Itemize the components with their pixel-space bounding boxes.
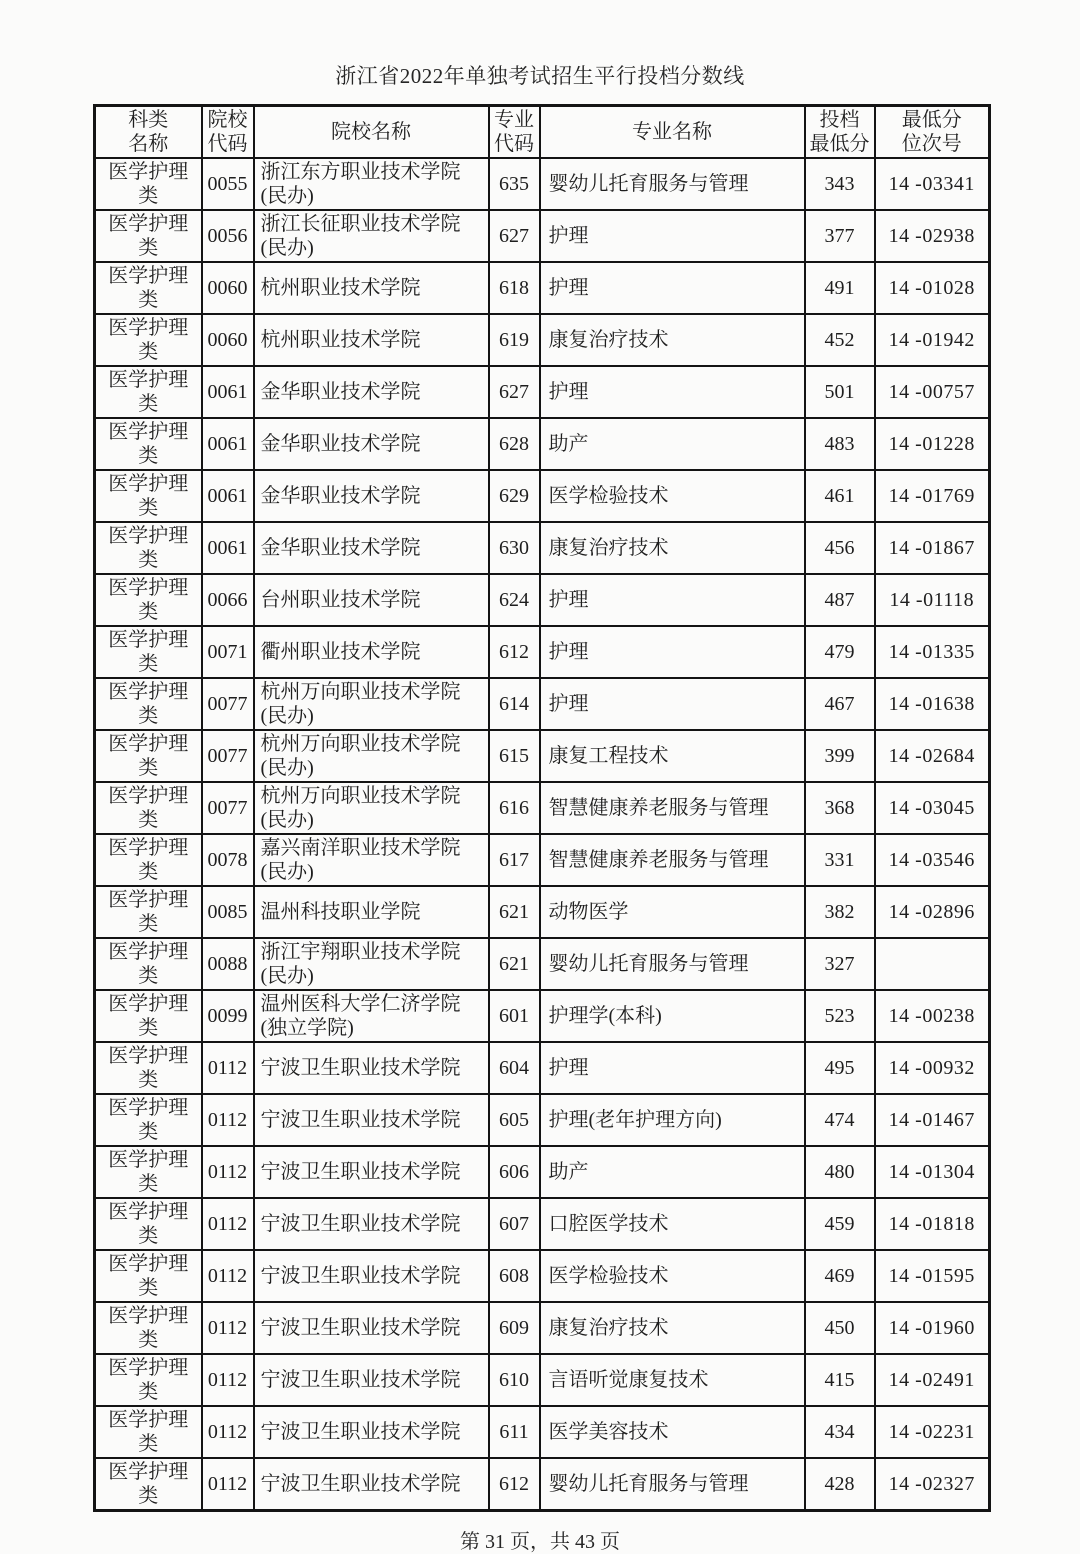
- page-footer: 第 31 页，共 43 页: [460, 1531, 620, 1553]
- table-body: [95, 158, 990, 1511]
- cell-major_code: 617: [489, 834, 540, 886]
- cell-major_code: 630: [489, 522, 540, 574]
- cell-major_name: 言语听觉康复技术: [540, 1354, 805, 1406]
- cell-school_code: 0061: [202, 470, 254, 522]
- cell-category: 医学护理类: [95, 886, 202, 938]
- cell-school_code: 0056: [202, 210, 254, 262]
- cell-major_name: 助产: [540, 1146, 805, 1198]
- cell-school_name: 杭州万向职业技术学院 (民办): [254, 782, 489, 834]
- cell-major_code: 624: [489, 574, 540, 626]
- table-row: [95, 782, 990, 834]
- cell-school_code: 0112: [202, 1406, 254, 1458]
- cell-major_code: 612: [489, 1458, 540, 1511]
- cell-school_code: 0061: [202, 418, 254, 470]
- column-header-school_code: 院校 代码: [202, 106, 254, 159]
- cell-school_code: 0085: [202, 886, 254, 938]
- cell-min_score: 382: [805, 886, 875, 938]
- table-row: [95, 470, 990, 522]
- cell-major_name: 智慧健康养老服务与管理: [540, 782, 805, 834]
- cell-major_code: 607: [489, 1198, 540, 1250]
- cell-school_code: 0077: [202, 730, 254, 782]
- cell-school_code: 0078: [202, 834, 254, 886]
- cell-school_code: 0112: [202, 1198, 254, 1250]
- scores-table: [93, 104, 991, 1512]
- cell-major_name: 护理: [540, 210, 805, 262]
- cell-category: 医学护理类: [95, 1146, 202, 1198]
- cell-school_name: 宁波卫生职业技术学院: [254, 1198, 489, 1250]
- cell-rank_no: 14 -00757: [875, 366, 990, 418]
- table-row: [95, 626, 990, 678]
- cell-school_code: 0060: [202, 314, 254, 366]
- cell-school_name: 宁波卫生职业技术学院: [254, 1302, 489, 1354]
- cell-min_score: 428: [805, 1458, 875, 1511]
- table-row: [95, 262, 990, 314]
- cell-min_score: 491: [805, 262, 875, 314]
- cell-major_name: 护理: [540, 262, 805, 314]
- cell-major_code: 601: [489, 990, 540, 1042]
- cell-major_name: 婴幼儿托育服务与管理: [540, 1458, 805, 1511]
- cell-category: 医学护理类: [95, 522, 202, 574]
- cell-major_name: 康复工程技术: [540, 730, 805, 782]
- cell-school_code: 0077: [202, 782, 254, 834]
- cell-school_code: 0077: [202, 678, 254, 730]
- table-row: [95, 834, 990, 886]
- cell-school_name: 衢州职业技术学院: [254, 626, 489, 678]
- cell-school_name: 浙江长征职业技术学院 (民办): [254, 210, 489, 262]
- cell-category: 医学护理类: [95, 1302, 202, 1354]
- cell-min_score: 399: [805, 730, 875, 782]
- cell-major_name: 护理: [540, 574, 805, 626]
- cell-rank_no: 14 -03045: [875, 782, 990, 834]
- cell-school_name: 宁波卫生职业技术学院: [254, 1042, 489, 1094]
- cell-rank_no: 14 -01638: [875, 678, 990, 730]
- table-row: [95, 886, 990, 938]
- cell-min_score: 331: [805, 834, 875, 886]
- cell-rank_no: 14 -02896: [875, 886, 990, 938]
- cell-major_name: 口腔医学技术: [540, 1198, 805, 1250]
- cell-major_code: 608: [489, 1250, 540, 1302]
- cell-major_code: 610: [489, 1354, 540, 1406]
- cell-school_code: 0060: [202, 262, 254, 314]
- cell-rank_no: 14 -01467: [875, 1094, 990, 1146]
- table-row: [95, 522, 990, 574]
- cell-rank_no: 14 -01818: [875, 1198, 990, 1250]
- cell-school_name: 金华职业技术学院: [254, 366, 489, 418]
- cell-rank_no: 14 -01028: [875, 262, 990, 314]
- cell-min_score: 523: [805, 990, 875, 1042]
- cell-category: 医学护理类: [95, 834, 202, 886]
- cell-major_code: 606: [489, 1146, 540, 1198]
- cell-rank_no: 14 -01228: [875, 418, 990, 470]
- column-header-school_name: 院校名称: [254, 106, 489, 159]
- cell-school_code: 0112: [202, 1042, 254, 1094]
- cell-category: 医学护理类: [95, 990, 202, 1042]
- cell-school_code: 0066: [202, 574, 254, 626]
- cell-min_score: 415: [805, 1354, 875, 1406]
- cell-min_score: 479: [805, 626, 875, 678]
- cell-category: 医学护理类: [95, 1354, 202, 1406]
- cell-rank_no: [875, 938, 990, 990]
- cell-school_code: 0099: [202, 990, 254, 1042]
- table-header: [95, 106, 990, 159]
- cell-major_code: 618: [489, 262, 540, 314]
- cell-category: 医学护理类: [95, 938, 202, 990]
- cell-category: 医学护理类: [95, 574, 202, 626]
- table-row: [95, 418, 990, 470]
- cell-major_code: 621: [489, 938, 540, 990]
- column-header-min_score: 投档 最低分: [805, 106, 875, 159]
- cell-min_score: 327: [805, 938, 875, 990]
- cell-rank_no: 14 -01867: [875, 522, 990, 574]
- cell-major_name: 动物医学: [540, 886, 805, 938]
- cell-min_score: 450: [805, 1302, 875, 1354]
- table-row: [95, 574, 990, 626]
- cell-school_name: 温州科技职业学院: [254, 886, 489, 938]
- cell-school_code: 0112: [202, 1302, 254, 1354]
- cell-school_name: 杭州职业技术学院: [254, 314, 489, 366]
- cell-min_score: 452: [805, 314, 875, 366]
- cell-min_score: 495: [805, 1042, 875, 1094]
- cell-major_name: 医学检验技术: [540, 470, 805, 522]
- table-row: [95, 730, 990, 782]
- cell-major_name: 护理: [540, 678, 805, 730]
- cell-major_name: 康复治疗技术: [540, 522, 805, 574]
- cell-min_score: 474: [805, 1094, 875, 1146]
- cell-major_name: 助产: [540, 418, 805, 470]
- column-header-category: 科类 名称: [95, 106, 202, 159]
- cell-major_code: 616: [489, 782, 540, 834]
- table-row: [95, 210, 990, 262]
- cell-school_name: 宁波卫生职业技术学院: [254, 1250, 489, 1302]
- cell-min_score: 480: [805, 1146, 875, 1198]
- cell-school_name: 杭州万向职业技术学院 (民办): [254, 730, 489, 782]
- column-header-rank_no: 最低分 位次号: [875, 106, 990, 159]
- cell-rank_no: 14 -02327: [875, 1458, 990, 1511]
- cell-school_code: 0112: [202, 1094, 254, 1146]
- cell-min_score: 461: [805, 470, 875, 522]
- cell-category: 医学护理类: [95, 730, 202, 782]
- cell-school_name: 宁波卫生职业技术学院: [254, 1354, 489, 1406]
- cell-major_name: 婴幼儿托育服务与管理: [540, 938, 805, 990]
- cell-school_name: 宁波卫生职业技术学院: [254, 1094, 489, 1146]
- table-row: [95, 1146, 990, 1198]
- cell-category: 医学护理类: [95, 626, 202, 678]
- cell-rank_no: 14 -00238: [875, 990, 990, 1042]
- cell-school_name: 杭州万向职业技术学院 (民办): [254, 678, 489, 730]
- cell-rank_no: 14 -02684: [875, 730, 990, 782]
- cell-school_code: 0071: [202, 626, 254, 678]
- cell-category: 医学护理类: [95, 366, 202, 418]
- cell-rank_no: 14 -01118: [875, 574, 990, 626]
- cell-rank_no: 14 -01335: [875, 626, 990, 678]
- cell-school_name: 金华职业技术学院: [254, 418, 489, 470]
- column-header-major_name: 专业名称: [540, 106, 805, 159]
- cell-category: 医学护理类: [95, 418, 202, 470]
- cell-school_code: 0061: [202, 522, 254, 574]
- cell-major_code: 619: [489, 314, 540, 366]
- cell-school_code: 0055: [202, 158, 254, 210]
- cell-major_code: 605: [489, 1094, 540, 1146]
- table-row: [95, 366, 990, 418]
- table-row: [95, 1042, 990, 1094]
- table-row: [95, 1094, 990, 1146]
- cell-major_code: 609: [489, 1302, 540, 1354]
- cell-major_name: 医学美容技术: [540, 1406, 805, 1458]
- cell-category: 医学护理类: [95, 1042, 202, 1094]
- table-row: [95, 938, 990, 990]
- cell-category: 医学护理类: [95, 1198, 202, 1250]
- cell-school_name: 嘉兴南洋职业技术学院 (民办): [254, 834, 489, 886]
- cell-category: 医学护理类: [95, 470, 202, 522]
- cell-min_score: 456: [805, 522, 875, 574]
- cell-major_name: 护理(老年护理方向): [540, 1094, 805, 1146]
- cell-school_code: 0112: [202, 1146, 254, 1198]
- cell-category: 医学护理类: [95, 210, 202, 262]
- cell-major_name: 康复治疗技术: [540, 1302, 805, 1354]
- cell-rank_no: 14 -03546: [875, 834, 990, 886]
- cell-major_code: 604: [489, 1042, 540, 1094]
- cell-major_code: 629: [489, 470, 540, 522]
- cell-major_code: 628: [489, 418, 540, 470]
- table-row: [95, 1302, 990, 1354]
- cell-school_name: 杭州职业技术学院: [254, 262, 489, 314]
- cell-major_name: 智慧健康养老服务与管理: [540, 834, 805, 886]
- cell-school_name: 温州医科大学仁济学院 (独立学院): [254, 990, 489, 1042]
- cell-major_code: 614: [489, 678, 540, 730]
- cell-school_code: 0112: [202, 1250, 254, 1302]
- cell-min_score: 459: [805, 1198, 875, 1250]
- cell-major_name: 康复治疗技术: [540, 314, 805, 366]
- cell-category: 医学护理类: [95, 782, 202, 834]
- cell-min_score: 483: [805, 418, 875, 470]
- cell-min_score: 501: [805, 366, 875, 418]
- cell-major_code: 611: [489, 1406, 540, 1458]
- cell-major_name: 护理学(本科): [540, 990, 805, 1042]
- cell-school_name: 金华职业技术学院: [254, 522, 489, 574]
- table-row: [95, 990, 990, 1042]
- cell-category: 医学护理类: [95, 1406, 202, 1458]
- cell-min_score: 467: [805, 678, 875, 730]
- cell-category: 医学护理类: [95, 1250, 202, 1302]
- cell-rank_no: 14 -01769: [875, 470, 990, 522]
- cell-school_code: 0112: [202, 1458, 254, 1511]
- cell-school_name: 台州职业技术学院: [254, 574, 489, 626]
- cell-category: 医学护理类: [95, 678, 202, 730]
- table-row: [95, 314, 990, 366]
- cell-school_name: 浙江东方职业技术学院 (民办): [254, 158, 489, 210]
- cell-school_name: 宁波卫生职业技术学院: [254, 1146, 489, 1198]
- cell-major_code: 621: [489, 886, 540, 938]
- cell-school_name: 宁波卫生职业技术学院: [254, 1458, 489, 1511]
- cell-rank_no: 14 -01942: [875, 314, 990, 366]
- cell-rank_no: 14 -00932: [875, 1042, 990, 1094]
- cell-major_code: 612: [489, 626, 540, 678]
- cell-rank_no: 14 -02938: [875, 210, 990, 262]
- cell-rank_no: 14 -01304: [875, 1146, 990, 1198]
- page-title: 浙江省2022年单独考试招生平行投档分数线: [335, 64, 745, 88]
- cell-major_name: 护理: [540, 626, 805, 678]
- cell-school_code: 0061: [202, 366, 254, 418]
- cell-major_name: 护理: [540, 366, 805, 418]
- cell-rank_no: 14 -02231: [875, 1406, 990, 1458]
- table-row: [95, 158, 990, 210]
- cell-major_name: 医学检验技术: [540, 1250, 805, 1302]
- cell-category: 医学护理类: [95, 314, 202, 366]
- cell-school_code: 0088: [202, 938, 254, 990]
- cell-min_score: 469: [805, 1250, 875, 1302]
- cell-major_code: 627: [489, 366, 540, 418]
- cell-min_score: 434: [805, 1406, 875, 1458]
- cell-min_score: 377: [805, 210, 875, 262]
- cell-rank_no: 14 -02491: [875, 1354, 990, 1406]
- cell-major_name: 婴幼儿托育服务与管理: [540, 158, 805, 210]
- cell-major_code: 627: [489, 210, 540, 262]
- table-row: [95, 1406, 990, 1458]
- table-row: [95, 1250, 990, 1302]
- cell-min_score: 487: [805, 574, 875, 626]
- cell-rank_no: 14 -01595: [875, 1250, 990, 1302]
- cell-school_code: 0112: [202, 1354, 254, 1406]
- table-row: [95, 1458, 990, 1511]
- cell-category: 医学护理类: [95, 262, 202, 314]
- table-row: [95, 678, 990, 730]
- cell-major_code: 635: [489, 158, 540, 210]
- cell-min_score: 343: [805, 158, 875, 210]
- header-row: [95, 106, 990, 159]
- cell-school_name: 宁波卫生职业技术学院: [254, 1406, 489, 1458]
- cell-min_score: 368: [805, 782, 875, 834]
- table-row: [95, 1198, 990, 1250]
- cell-category: 医学护理类: [95, 1458, 202, 1511]
- cell-major_code: 615: [489, 730, 540, 782]
- cell-school_name: 金华职业技术学院: [254, 470, 489, 522]
- cell-major_name: 护理: [540, 1042, 805, 1094]
- cell-category: 医学护理类: [95, 158, 202, 210]
- column-header-major_code: 专业 代码: [489, 106, 540, 159]
- cell-rank_no: 14 -03341: [875, 158, 990, 210]
- cell-rank_no: 14 -01960: [875, 1302, 990, 1354]
- cell-category: 医学护理类: [95, 1094, 202, 1146]
- cell-school_name: 浙江宇翔职业技术学院 (民办): [254, 938, 489, 990]
- table-row: [95, 1354, 990, 1406]
